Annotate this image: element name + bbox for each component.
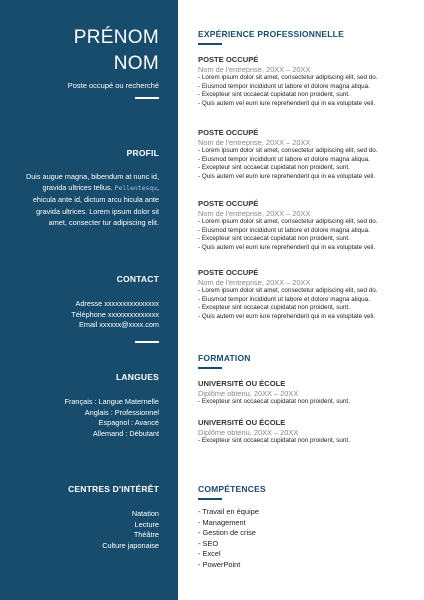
bullet-item: - Lorem ipsum dolor sit amet, consectetur adipiscing elit, sed do. [198,147,378,154]
school-entry [198,379,416,407]
interet-item: Natation [131,509,159,518]
skill-item: - Travail en équipe [198,507,259,516]
bullet-item: - Excepteur sint occaecat cupidatat non proident, sunt. [198,304,350,311]
sidebar [0,0,178,600]
job-entry-company: Nom de l'entreprise, 20XX – 20XX [198,209,311,218]
school-entry-title: UNIVERSITÉ OU ÉCOLE [198,379,286,388]
job-entry-bullets [198,287,416,321]
main-content [178,0,424,600]
skill-item: - PowerPoint [198,559,241,569]
bullet-item: - Excepteur sint occaecat cupidatat non proident, sunt. [198,91,350,98]
last-name: NOM [113,53,159,74]
profil-text-2: , ehicula ante id, dictum arcu hicula ante gravida ultrices. Lorem ipsum dolor sit amet, consecter tur adipiscing elit. [32,183,159,227]
skill-item: - Excel [198,549,221,559]
bullet-item: - Excepteur sint occaecat cupidatat non proident, sunt. [198,398,350,405]
job-entry [198,199,416,252]
competences-divider [198,498,222,500]
competences-list [198,507,259,571]
school-entry-bullets [198,437,416,446]
profil-heading: PROFIL [126,148,159,158]
job-entry [198,55,416,108]
job-title: Poste occupé ou recherché [67,81,159,90]
bullet-item: - Lorem ipsum dolor sit amet, consectetur adipiscing elit, sed do. [198,218,378,225]
job-entry [198,268,416,321]
contact-address: Adresse xxxxxxxxxxxxxxx [75,299,159,308]
job-entry-bullets [198,218,416,252]
formation-divider [198,367,222,369]
bullet-item: - Eiusmod tempor incididunt ut labore et dolore magna aliqua. [198,295,370,303]
bullet-item: - Excepteur sint occaecat cupidatat non proident, sunt. [198,235,350,242]
job-entry [198,128,416,181]
langues-list [64,397,159,439]
contact-email: Email xxxxxx@xxxx.com [79,320,159,330]
profil-text [19,171,159,228]
skill-item: - Gestion de crise [198,528,256,538]
experience-divider [198,43,222,45]
contact-heading: CONTACT [116,274,159,284]
langue-item: Espagnol : Avancé [98,418,159,428]
job-entry-company: Nom de l'entreprise, 20XX – 20XX [198,65,311,74]
school-entry-degree: Diplôme obtenu, 20XX – 20XX [198,389,299,398]
bullet-item: - Lorem ipsum dolor sit amet, consectetur adipiscing elit, sed do. [198,287,378,294]
bullet-item: - Quis autem vel eum iure reprehenderit qui in ea voluptate veli. [198,99,376,107]
bullet-item: - Eiusmod tempor incididunt ut labore et dolore magna aliqua. [198,226,370,234]
job-entry-title: POSTE OCCUPÉ [198,55,259,64]
contact-phone: Téléphone xxxxxxxxxxxxxx [71,309,159,319]
contact-divider [135,341,159,343]
skill-item: - Management [198,517,246,527]
contact-list [71,299,159,331]
job-entry-bullets [198,147,416,181]
name-divider [135,97,159,99]
bullet-item: - Excepteur sint occaecat cupidatat non proident, sunt. [198,164,350,171]
interets-list [102,509,159,551]
interet-item: Lecture [134,519,159,529]
job-entry-company: Nom de l'entreprise, 20XX – 20XX [198,138,311,147]
bullet-item: - Lorem ipsum dolor sit amet, consectetur adipiscing elit, sed do. [198,74,378,81]
profil-text-mono: Pellentesqu [114,184,157,193]
langue-item: Français : Langue Maternelle [64,397,159,406]
first-name: PRÉNOM [73,27,159,48]
job-entry-title: POSTE OCCUPÉ [198,268,259,277]
job-entry-title: POSTE OCCUPÉ [198,199,259,208]
experience-heading: EXPÉRIENCE PROFESSIONNELLE [198,29,344,39]
job-entry-company: Nom de l'entreprise, 20XX – 20XX [198,278,311,287]
interet-item: Théâtre [133,530,159,540]
bullet-item: - Quis autem vel eum iure reprehenderit qui in ea voluptate veli. [198,243,376,251]
interet-item: Culture japonaise [102,540,159,550]
langues-heading: LANGUES [116,372,159,382]
school-entry-bullets [198,398,416,407]
interets-heading: CENTRES D'INTÉRÊT [68,484,159,494]
job-entry-bullets [198,74,416,108]
school-entry-title: UNIVERSITÉ OU ÉCOLE [198,418,286,427]
competences-heading: COMPÉTENCES [198,484,266,494]
skill-item: - SEO [198,538,219,548]
bullet-item: - Excepteur sint occaecat cupidatat non proident, sunt. [198,437,350,444]
bullet-item: - Quis autem vel eum iure reprehenderit qui in ea voluptate veli. [198,312,376,320]
langue-item: Allemand : Débutant [92,428,159,438]
school-entry-degree: Diplôme obtenu, 20XX – 20XX [198,428,299,437]
formation-heading: FORMATION [198,353,251,363]
job-entry-title: POSTE OCCUPÉ [198,128,259,137]
langue-item: Anglais : Professionnel [84,407,159,417]
bullet-item: - Eiusmod tempor incididunt ut labore et dolore magna aliqua. [198,155,370,163]
profil-text-1: Duis augue magna, bibendum at nunc id, gravida ultrices tellus. [25,172,159,193]
bullet-item: - Quis autem vel eum iure reprehenderit qui in ea voluptate veli. [198,172,376,180]
bullet-item: - Eiusmod tempor incididunt ut labore et dolore magna aliqua. [198,82,370,90]
school-entry [198,418,416,446]
